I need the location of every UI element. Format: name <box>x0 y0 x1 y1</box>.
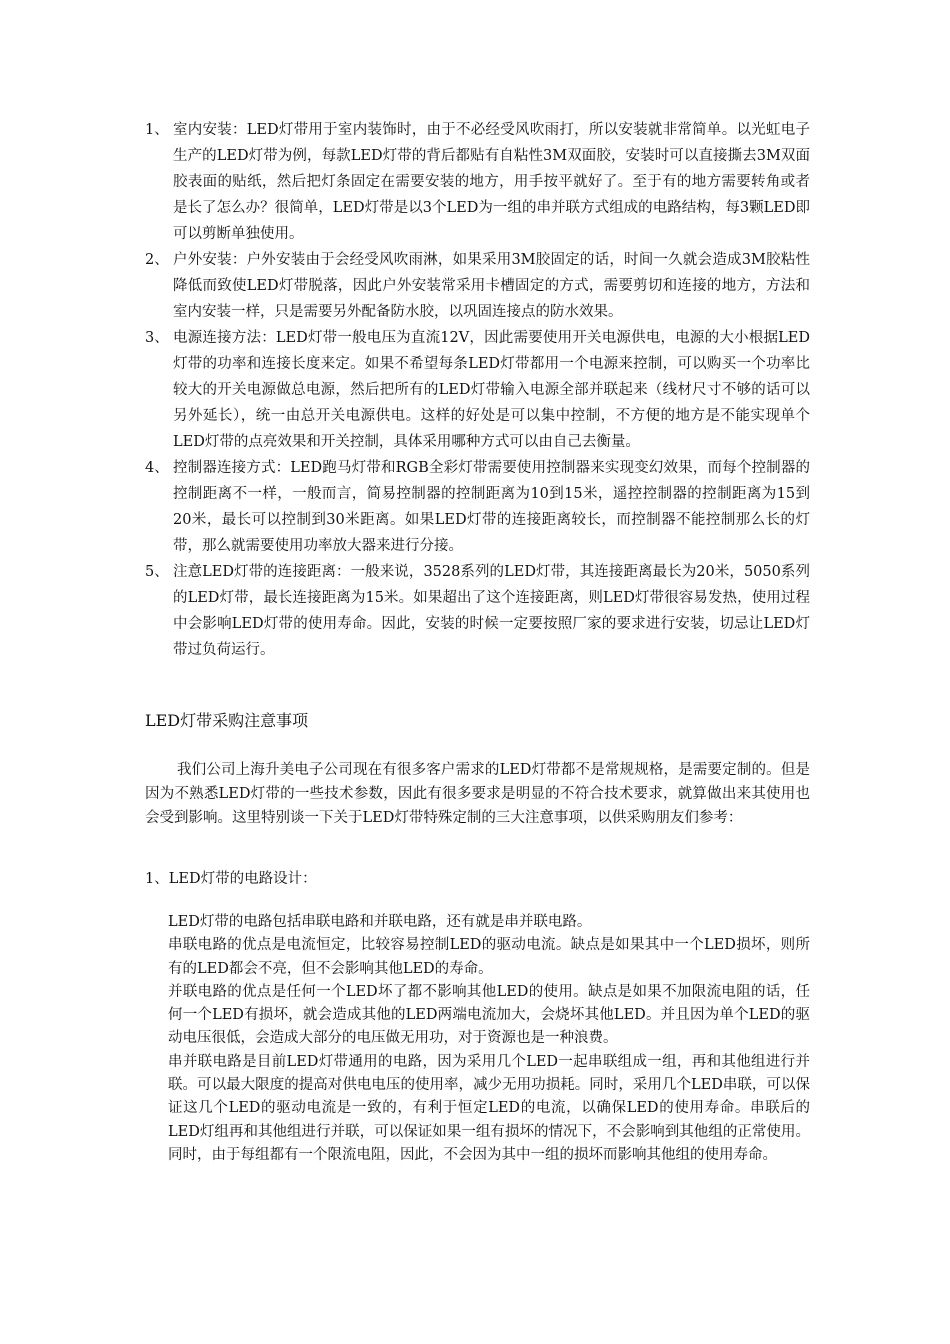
circuit-paragraph: 串并联电路是目前LED灯带通用的电路，因为采用几个LED一起串联组成一组，再和其他组进行并联。可以最大限度的提高对供电电压的使用率，减少无用功损耗。同时，采用几个LED串联，可以保证这几个LED的驱动电流是一致的，有利于恒定LED的电流，以确保LED的使用寿命。串联后的LED灯组再和其他组进行并联，可以保证如果一组有损坏的情况下，不会影响到其他组的正常使用。同时，由于每组都有一个限流电阻，因此，不会因为其中一组的损坏而影响其他组的使用寿命。 <box>168 1053 810 1163</box>
circuit-paragraph: LED灯带的电路包括串联电路和并联电路，还有就是串并联电路。 <box>168 914 592 930</box>
list-number: 3、 <box>145 330 169 346</box>
list-item-text: 注意LED灯带的连接距离：一般来说，3528系列的LED灯带，其连接距离最长为20米，5050系列的LED灯带，最长连接距离为15米。如果超出了这个连接距离，则LED灯带很容易发热，使用过程中会影响LED灯带的使用寿命。因此，安装的时候一定要按照厂家的要求进行安装，切忌让LED灯带过负荷运行。 <box>173 564 810 658</box>
list-item-text: 室内安装：LED灯带用于室内装饰时，由于不必经受风吹雨打，所以安装就非常简单。以光虹电子生产的LED灯带为例，每款LED灯带的背后都贴有自粘性3M双面胶，安装时可以直接撕去3M双面胶表面的贴纸，然后把灯条固定在需要安装的地方，用手按平就好了。至于有的地方需要转角或者是长了怎么办？很简单，LED灯带是以3个LED为一组的串并联方式组成的电路结构，每3颗LED即可以剪断单独使用。 <box>173 122 810 242</box>
list-item-outdoor <box>145 247 810 325</box>
list-item-indoor <box>145 117 810 247</box>
list-number: 1、 <box>145 122 169 138</box>
list-item-text: 控制器连接方式：LED跑马灯带和RGB全彩灯带需要使用控制器来实现变幻效果，而每个控制器的控制距离不一样，一般而言，简易控制器的控制距离为10到15米，遥控控制器的控制距离为15到20米，最长可以控制到30米距离。如果LED灯带的连接距离较长，而控制器不能控制那么长的灯带，那么就需要使用功率放大器来进行分接。 <box>173 460 810 554</box>
installation-list <box>145 117 810 663</box>
section-heading: LED灯带采购注意事项 <box>145 711 309 730</box>
list-item-text: 电源连接方法：LED灯带一般电压为直流12V，因此需要使用开关电源供电，电源的大小根据LED灯带的功率和连接长度来定。如果不希望每条LED灯带都用一个电源来控制，可以购买一个功率比较大的开关电源做总电源，然后把所有的LED灯带输入电源全部并联起来（线材尺寸不够的话可以另外延长），统一由总开关电源供电。这样的好处是可以集中控制，不方便的地方是不能实现单个LED灯带的点亮效果和开关控制，具体采用哪种方式可以由自己去衡量。 <box>173 330 810 450</box>
list-item-text: 户外安装：户外安装由于会经受风吹雨淋，如果采用3M胶固定的话，时间一久就会造成3M胶粘性降低而致使LED灯带脱落，因此户外安装常采用卡槽固定的方式，需要剪切和连接的地方，方法和室内安装一样，只是需要另外配备防水胶，以巩固连接点的防水效果。 <box>173 252 810 320</box>
list-item-distance <box>145 559 810 663</box>
list-number: 5、 <box>145 564 169 580</box>
circuit-paragraph: 并联电路的优点是任何一个LED坏了都不影响其他LED的使用。缺点是如果不加限流电阻的话，任何一个LED有损坏，就会造成其他的LED两端电流加大，会烧坏其他LED。并且因为单个LED的驱动电压很低，会造成大部分的电压做无用功，对于资源也是一种浪费。 <box>168 983 810 1047</box>
circuit-paragraph: 串联电路的优点是电流恒定，比较容易控制LED的驱动电流。缺点是如果其中一个LED损坏，则所有的LED都会不亮，但不会影响其他LED的寿命。 <box>168 937 810 977</box>
list-number: 4、 <box>145 460 169 476</box>
circuit-body <box>168 911 810 1167</box>
list-item-controller <box>145 455 810 559</box>
list-number: 2、 <box>145 252 169 268</box>
list-item-power <box>145 325 810 455</box>
circuit-subheading: 1、LED灯带的电路设计： <box>145 871 317 887</box>
intro-paragraph: 我们公司上海升美电子公司现在有很多客户需求的LED灯带都不是常规规格，是需要定制的。但是因为不熟悉LED灯带的一些技术参数，因此有很多要求是明显的不符合技术要求，就算做出来其使用也会受到影响。这里特别谈一下关于LED灯带特殊定制的三大注意事项，以供采购朋友们参考： <box>145 762 810 826</box>
